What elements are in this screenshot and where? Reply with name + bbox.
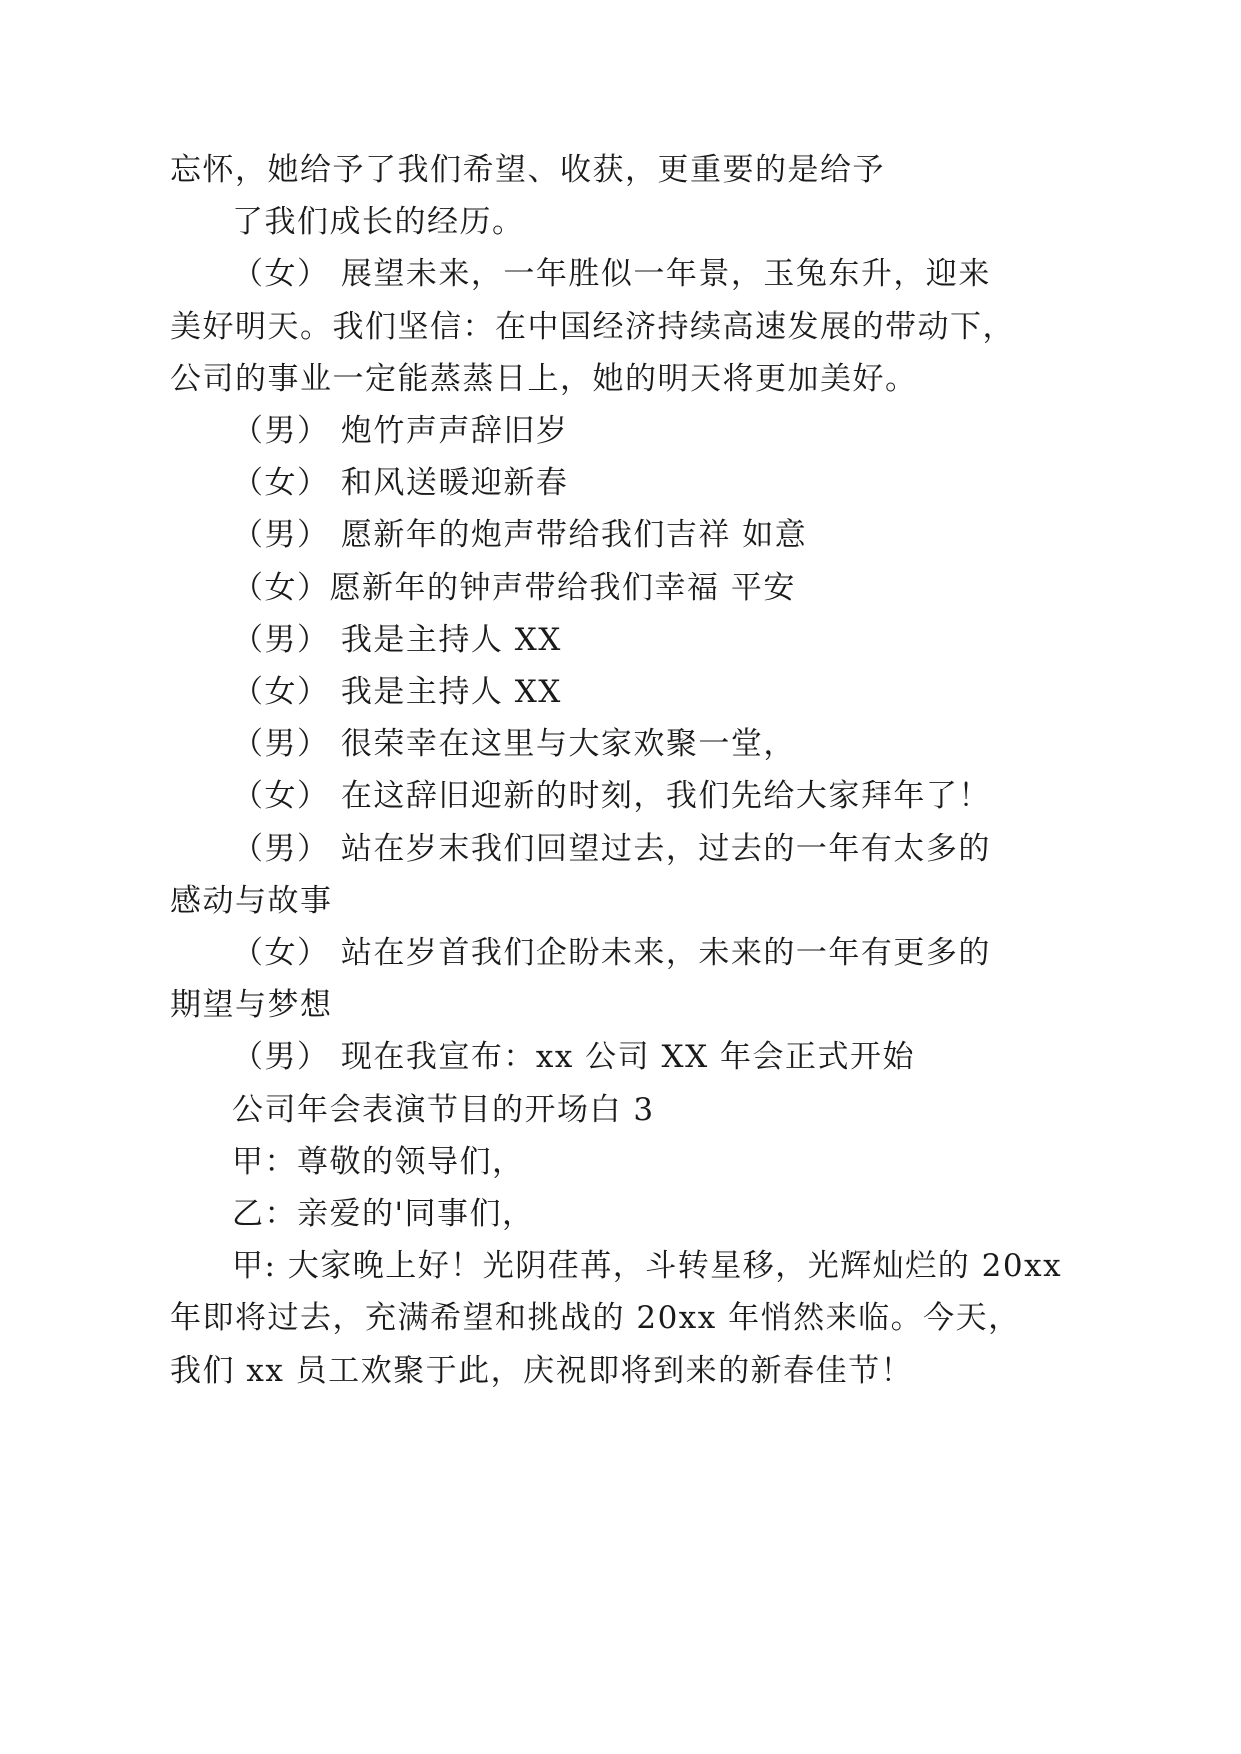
text-line: （女） 和风送暖迎新春 (232, 465, 569, 501)
text-line: （女） 展望未来，一年胜似一年景，玉兔东升，迎来 (232, 256, 991, 292)
text-line: 了我们成长的经历。 (232, 204, 525, 240)
text-line: （女） 站在岁首我们企盼未来，未来的一年有更多的 (232, 935, 991, 971)
text-line: 乙：亲爱的'同事们， (232, 1196, 535, 1232)
text-line: （女）愿新年的钟声带给我们幸福 平安 (232, 570, 796, 606)
text-line: 忘怀，她给予了我们希望、收获，更重要的是给予 (170, 152, 885, 188)
text-line: 年即将过去，充满希望和挑战的 20xx 年悄然来临。今天， (170, 1300, 1021, 1336)
text-line: 公司年会表演节目的开场白 3 (232, 1092, 655, 1128)
text-line: （男） 站在岁末我们回望过去，过去的一年有太多的 (232, 831, 991, 867)
text-line: （男） 我是主持人 XX (232, 622, 562, 658)
text-line: 甲：尊敬的领导们， (232, 1144, 525, 1180)
text-line: （男） 现在我宣布：xx 公司 XX 年会正式开始 (232, 1039, 916, 1075)
text-line: 我们 xx 员工欢聚于此，庆祝即将到来的新春佳节！ (170, 1353, 914, 1389)
text-line: （男） 愿新年的炮声带给我们吉祥 如意 (232, 517, 808, 553)
text-line: 公司的事业一定能蒸蒸日上，她的明天将更加美好。 (170, 361, 918, 397)
text-line: 期望与梦想 (170, 987, 333, 1023)
text-line: （女） 我是主持人 XX (232, 674, 562, 710)
text-line: （男） 炮竹声声辞旧岁 (232, 413, 569, 449)
text-line: 感动与故事 (170, 883, 333, 919)
text-line: 甲: 大家晚上好！光阴荏苒，斗转星移，光辉灿烂的 20xx (232, 1248, 1063, 1284)
text-line: 美好明天。我们坚信：在中国经济持续高速发展的带动下， (170, 309, 1015, 345)
text-line: （男） 很荣幸在这里与大家欢聚一堂， (232, 726, 796, 762)
text-line: （女） 在这辞旧迎新的时刻，我们先给大家拜年了！ (232, 778, 991, 814)
